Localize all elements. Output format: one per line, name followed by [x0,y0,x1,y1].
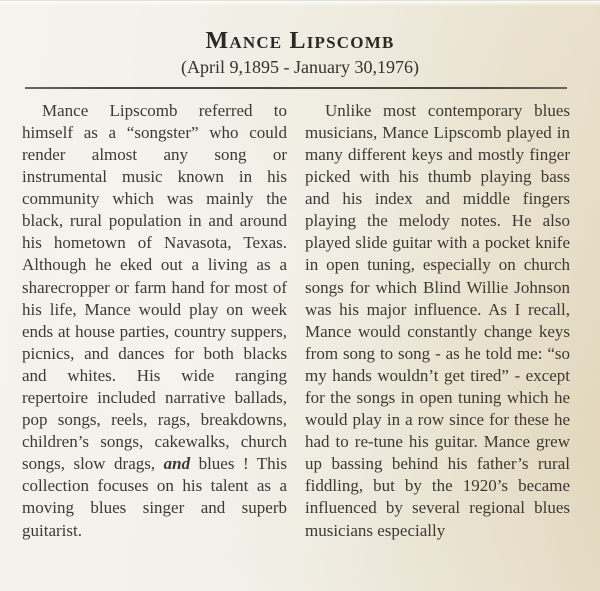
right-column-text: Unlike most contemporary blues musicians, Mance Lipscomb played in many different keys and mostly finger picked with his thumb playing bass and his index and middle fingers playing the melody notes. He also played slide guitar with a pocket knife in open tuning, especially on church songs for which Blind Willie Johnson was his major influence. As I recall, Mance would constantly change keys from song to song - as he told me: “so my hands wouldn’t get tired” - except for the songs in open tuning which he would play in a row since for these he had to re-tune his guitar. Mance grew up bassing behind his father’s rural fiddling, but by the 1920’s became influenced by several regional blues musicians especially [305,100,570,540]
right-column-paragraph [305,100,570,542]
text-columns [0,89,600,542]
right-column [305,100,570,542]
left-column-paragraph [22,100,287,542]
left-text-before-emphasis: Mance Lipscomb referred to himself as a “songster” who could render almost any song or instrumental music known in his community which was mainly the black, rural population in and around his hometown of Navasota, Texas. Although he eked out a living as a sharecropper or farm hand for most of his life, Mance would play on week ends at house parties, country suppers, picnics, and dances for both blacks and whites. His wide ranging repertoire included narrative ballads, pop songs, reels, rags, breakdowns, children’s songs, cakewalks, church songs, slow drags, [22,100,287,474]
left-text-after-emphasis: blues ! This collection focuses on his talent as a moving blues singer and superb guitarist. [22,454,288,540]
left-column [22,100,287,542]
emphasized-word-and: and [163,454,191,474]
page-header [0,0,600,79]
page-title: Mance Lipscomb [205,28,395,54]
life-dates: (April 9,1895 - January 30,1976) [181,57,419,78]
